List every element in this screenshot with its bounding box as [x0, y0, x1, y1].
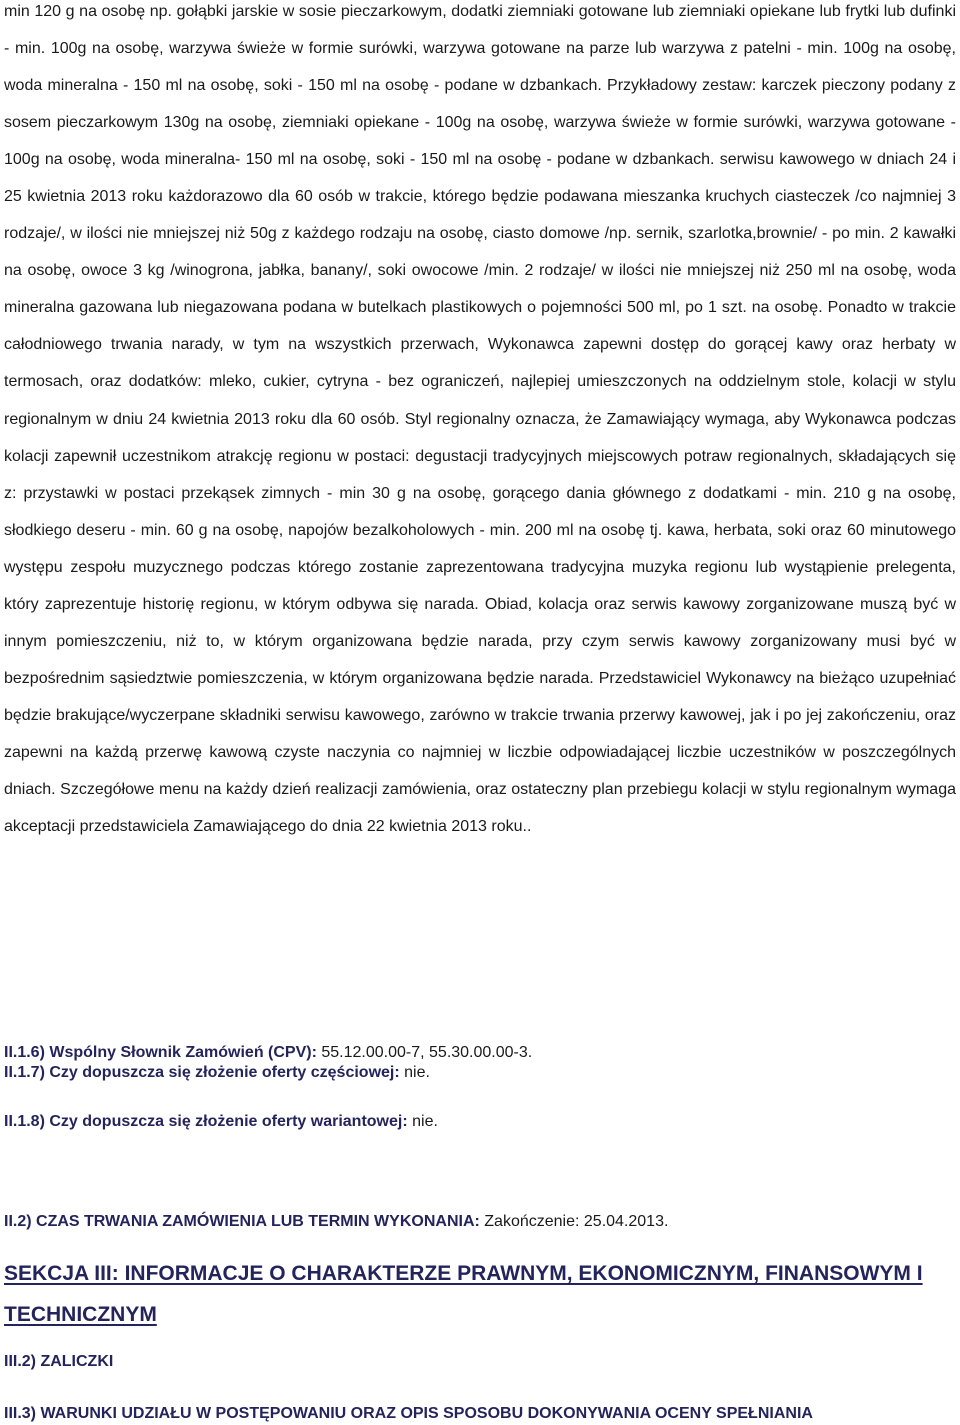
field-duration-value: Zakończenie: 25.04.2013.: [484, 1213, 669, 1230]
field-cpv-label: II.1.6) Wspólny Słownik Zamówień (CPV):: [4, 1044, 317, 1061]
field-variant-offer: [4, 1111, 438, 1133]
field-partial-offer-label: II.1.7) Czy dopuszcza się złożenie oferty częściowej:: [4, 1064, 400, 1081]
field-cpv-value: 55.12.00.00-7, 55.30.00.00-3.: [321, 1044, 533, 1061]
field-variant-offer-value: nie.: [412, 1113, 438, 1130]
sub-heading-zaliczki: III.2) ZALICZKI: [4, 1353, 114, 1370]
body-paragraph: min 120 g na osobę np. gołąbki jarskie w sosie pieczarkowym, dodatki ziemniaki gotowane lub ziemniaki opiekane lub frytki lub dufinki - min. 100g na osobę, warzywa świeże w formie surówki, warzywa gotowane na parze lub warzywa z patelni - min. 100g na osobę, woda mineralna - 150 ml na osobę, soki - 150 ml na osobę - podane w dzbankach. Przykładowy zestaw: karczek pieczony podany z sosem pieczarkowym 130g na osobę, ziemniaki opiekane - 100g na osobę, warzywa świeże w formie surówki, warzywa gotowane - 100g na osobę, woda mineralna- 150 ml na osobę, soki - 150 ml na osobę - podane w dzbankach. serwisu kawowego w dniach 24 i 25 kwietnia 2013 roku każdorazowo dla 60 osób w trakcie, którego będzie podawana mieszanka kruchych ciasteczek /co najmniej 3 rodzaje/, w ilości nie mniejszej niż 50g z każdego rodzaju na osobę, ciasto domowe /np. sernik, szarlotka,brownie/ - po min. 2 kawałki na osobę, owoce 3 kg /winogrona, jabłka, banany/, soki owocowe /min. 2 rodzaje/ w ilości nie mniejszej niż 250 ml na osobę, woda mineralna gazowana lub niegazowana podana w butelkach plastikowych o pojemności 500 ml, po 1 szt. na osobę. Ponadto w trakcie całodniowego trwania narady, w tym na wszystkich przerwach, Wykonawca zapewni dostęp do gorącej kawy oraz herbaty w termosach, oraz dodatków: mleko, cukier, cytryna - bez ograniczeń, najlepiej umieszczonych na oddzielnym stole, kolacji w stylu regionalnym w dniu 24 kwietnia 2013 roku dla 60 osób. Styl regionalny oznacza, że Zamawiający wymaga, aby Wykonawca podczas kolacji zapewnił uczestnikom atrakcję regionu w postaci: degustacji tradycyjnych miejscowych potraw regionalnych, składających się z: przystawki w postaci przekąsek zimnych - min 30 g na osobę, gorącego dania głównego z dodatkami - min. 210 g na osobę, słodkiego deseru - min. 60 g na osobę, napojów bezalkoholowych - min. 200 ml na osobę tj. kawa, herbata, soki oraz 60 minutowego występu zespołu muzycznego podczas którego zostanie zaprezentowana tradycyjna muzyka regionu lub wystąpienie prelegenta, który zaprezentuje historię regionu, w którym odbywa się narada. Obiad, kolacja oraz serwis kawowy zorganizowane muszą być w innym pomieszczeniu, niż to, w którym organizowana będzie narada, przy czym serwis kawowy zorganizowany musi być w bezpośrednim sąsiedztwie pomieszczenia, w którym organizowana będzie narada. Przedstawiciel Wykonawcy na bieżąco uzupełniać będzie brakujące/wyczerpane składniki serwisu kawowego, zarówno w trakcie trwania przerwy kawowej, jak i po jej zakończeniu, oraz zapewni na każdą przerwę kawową czyste naczynia co najmniej w liczbie odpowiadającej liczbie uczestników w poszczególnych dniach. Szczegółowe menu na każdy dzień realizacji zamówienia, oraz ostateczny plan przebiegu kolacji w stylu regionalnym wymaga akceptacji przedstawiciela Zamawiającego do dnia 22 kwietnia 2013 roku..: [4, 3, 956, 836]
field-variant-offer-label: II.1.8) Czy dopuszcza się złożenie oferty wariantowej:: [4, 1113, 408, 1130]
sub-heading-warunki: III.3) WARUNKI UDZIAŁU W POSTĘPOWANIU ORAZ OPIS SPOSOBU DOKONYWANIA OCENY SPEŁNIANIA: [4, 1405, 813, 1422]
field-duration-label: II.2) CZAS TRWANIA ZAMÓWIENIA LUB TERMIN WYKONANIA:: [4, 1213, 480, 1230]
field-partial-offer: [4, 1062, 430, 1084]
field-partial-offer-value: nie.: [404, 1064, 430, 1081]
field-cpv: [4, 1042, 532, 1064]
section-title: SEKCJA III: INFORMACJE O CHARAKTERZE PRAWNYM, EKONOMICZNYM, FINANSOWYM I TECHNICZNYM: [4, 1262, 923, 1326]
field-duration: [4, 1211, 668, 1233]
